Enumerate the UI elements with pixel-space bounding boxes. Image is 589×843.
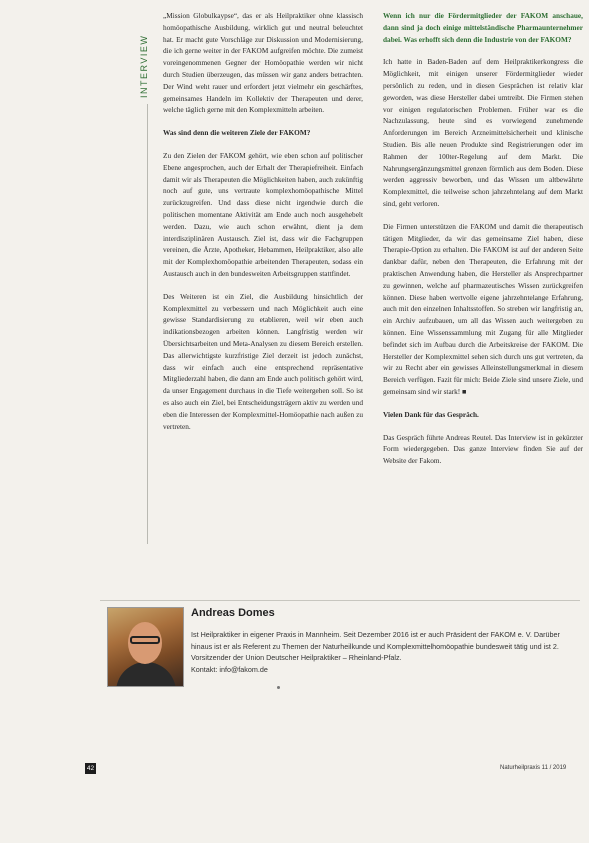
paragraph: Des Weiteren ist ein Ziel, die Ausbildung hinsichtlich der Komplexmittel zu verbessern und nach Möglichkeit auch eine gewisse Standardisierung zu etablieren, weil wir eben auch indikationsbezogen arbeiten können. Langfristig werden wir Übersichtsarbeiten und Meta-Analysen zu diesem Bereich erstellen. Das allerwichtigste kurzfristige Ziel derzeit ist jedoch zunächst, dass wir einfach auch eine entsprechend repräsentative Mitgliederzahl haben, die dann am Ende auch politisch gehört wird, da unser Engagement durchaus in die Tiefe weitergehen soll. So ist es also auch ein Ziel, bei Entscheidungsträgern aktiv zu werden und eben die Interessen der Komplexmittel-Homöopathie nach außen zu vertreten. xyxy=(163,291,363,431)
photo-glasses xyxy=(130,636,160,644)
section-label: INTERVIEW xyxy=(139,34,149,98)
page-number: 42 xyxy=(86,765,95,772)
paragraph: Zu den Zielen der FAKOM gehört, wie eben schon auf politischer Ebene angesprochen, auch der Erhalt der Therapiefreiheit. Einfach damit wir als Therapeuten die Möglichkeiten haben, auch zukünftig noch auf gute, uns vertraute komplexhomöopathische Mittel zurückzugreifen. Und dass diese nicht irgendwie durch die politischen momentane Aktivität am Ende auch noch ausgehebelt werden. Dazu, wie auch schon erwähnt, dient ja dem interdisziplinären Austausch. Ziel ist, dass wir die Fachgruppen vereinen, die Ärzte, Apotheker, Hebammen, Heilpraktiker, also alle mit der Komplexhomöopathie arbeitenden Therapeuten, sodass ein Austausch auch in den bundesweiten Arbeitsgruppen stattfindet. xyxy=(163,150,363,278)
paragraph: Die Firmen unterstützen die FAKOM und damit die therapeutisch tätigen Mitglieder, da wir das gemeinsame Ziel haben, diese Therapie-Option zu erhalten. Die FAKOM ist auf der anderen Seite dankbar dafür, neben den Therapeuten, die Erfahrung mit der praktischen Anwendung haben, die Hersteller als Ansprechpartner zu gewinnen, welche auf pharmazeutisches Wissen zurückgreifen können. Diese haben wertvolle eigene jahrzehntelange Erfahrung, auch mit den einzelnen Inhaltsstoffen. So streben wir langfristig an, ein Archiv aufzubauen, um all das Wissen auch weitergeben zu können. Eine Wissenssammlung mit Zugang für alle Mitglieder befindet sich im Aufbau durch die Arbeitskreise der FAKOM. Die Hersteller der Komplexmittel sehen sich durch uns gut vertreten, da wir zu Recht aber ein gewisses Alleinstellungsmerkmal in diesem Bereich verfügen. Fazit für mich: Beide Ziele sind unsere Ziele, und gemeinsam sind wir stark! ■ xyxy=(383,221,583,396)
author-bio xyxy=(191,629,573,675)
photo-shirt xyxy=(116,662,176,687)
interview-closing-question: Vielen Dank für das Gespräch. xyxy=(383,409,479,419)
interview-question: Was sind denn die weiteren Ziele der FAKOM? xyxy=(163,128,311,138)
author-bio-box xyxy=(100,600,580,699)
section-divider xyxy=(147,104,148,544)
journal-footer: Naturheilpraxis 11 / 2019 xyxy=(500,765,567,771)
paragraph: „Mission Globulkaypse“, das er als Heilpraktiker ohne klassisch homöopathische Ausbildung, wirklich gut und neutral beleuchtet hat. Er macht gute Vorschläge zur Diskussion und Modernisierung, die ich gerne weiter in der FAKOM aufgreifen möchte. Die zumeist voreingenommenen Gegner der Homöopathie werden wir nicht durch Studien überzeugen, das müssen wir ganz anders betrachten. Der Wind weht rauer und erfordert jetzt vielmehr ein geschärftes, gemeinsames Handeln im Kollektiv der Therapeuten und derer, welche täglich gerne mit den Komplexmitteln arbeiten. xyxy=(163,11,363,115)
interview-credit: Das Gespräch führte Andreas Reutel. Das Interview ist in gekürzter Form wiedergegeben. Das ganze Interview finden Sie auf der Website der Fakom. xyxy=(383,432,583,466)
decorative-dot xyxy=(277,686,280,689)
paragraph: Ich hatte in Baden-Baden auf dem Heilpraktikerkongress die Möglichkeit, mit einigen unserer Fördermitglieder wieder persönlich zu reden, und in diesen Gesprächen ist relativ klar geworden, was diese Hersteller dabei umtreibt. Die Firmen stehen vor einigen regulatorischen Problemen. Früher war es die Nachzulassung, heute sind es vorwiegend zunehmende Anforderungen im Bereich Arzneimittelsicherheit und klinische Studien. Bis alle neuen Produkte sind Registrierungen oder im Rahmen der 100ter-Regelung auf dem Markt. Die Nahrungsergänzungsmittel grenzen förmlich aus dem Boden. Diese werden aggressiv beworben, und das Wissen um altbewährte Komplexmittel, die teilweise schon jahrzehntelang auf dem Markt sind, geht verloren. xyxy=(383,57,583,208)
left-column xyxy=(163,10,363,443)
author-photo xyxy=(107,607,184,687)
interview-question: Wenn ich nur die Fördermitglieder der FAKOM anschaue, dann sind ja doch einige mittelständische Pharmaunternehmer dabei. Was erhofft sich denn die Industrie von der FAKOM? xyxy=(383,11,583,44)
author-bio-text: Ist Heilpraktiker in eigener Praxis in Mannheim. Seit Dezember 2016 ist er auch Präsident der FAKOM e. V. Darüber hinaus ist er als Referent zu Themen der Naturheilkunde und Komplexmittelhomöopathie bundesweit tätig und ist 2. Vorsitzender der Union Deutscher Heilpraktiker – Rheinland-Pfalz. xyxy=(191,630,560,663)
author-name: Andreas Domes xyxy=(191,607,275,619)
right-column xyxy=(383,10,583,478)
author-contact[interactable]: Kontakt: info@fakom.de xyxy=(191,664,268,674)
